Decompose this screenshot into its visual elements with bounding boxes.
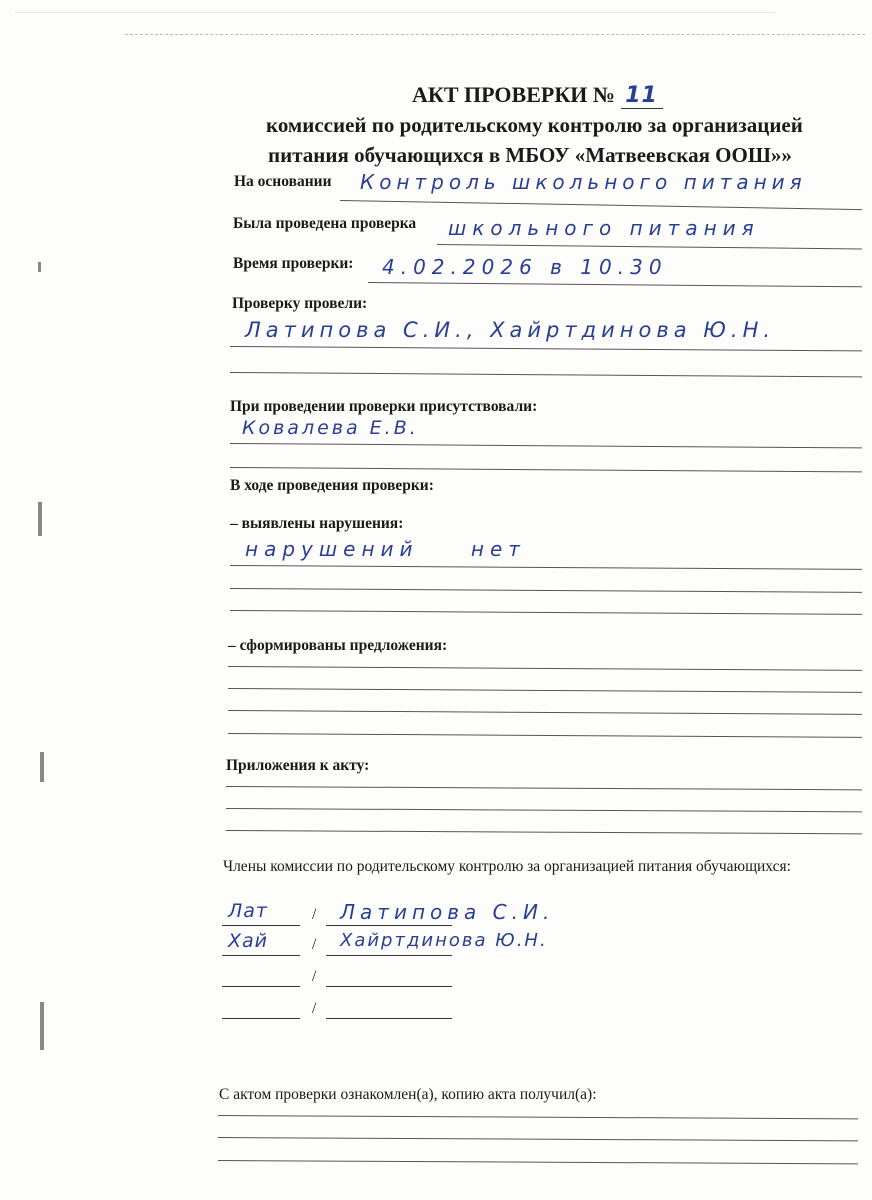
- separator: /: [312, 968, 317, 985]
- attachments-label: Приложения к акту:: [226, 757, 370, 774]
- conducted-line-2: [230, 372, 862, 377]
- time-label: Время проверки:: [233, 255, 354, 272]
- scan-mark: [38, 262, 41, 272]
- violations-line-3: [230, 610, 862, 615]
- acknowledged-label: С актом проверки ознакомлен(а), копию акта получил(а):: [219, 1086, 597, 1103]
- name-line: [326, 986, 452, 987]
- acknowledged-line-3: [218, 1160, 858, 1164]
- inspection-value: школьного питания: [448, 216, 760, 240]
- conducted-line-1: [230, 346, 862, 351]
- separator: /: [312, 1000, 317, 1017]
- proposals-line-1: [228, 666, 862, 671]
- signature-line: [222, 1018, 300, 1019]
- present-line-2: [230, 467, 862, 472]
- basis-line: [340, 200, 862, 210]
- scan-top-line: [15, 12, 775, 13]
- attachments-line-3: [226, 830, 862, 834]
- name-line: [326, 955, 452, 956]
- proposals-line-3: [228, 710, 862, 715]
- subtitle-line-1: комиссией по родительскому контролю за организацией: [266, 113, 803, 137]
- proposals-label: – сформированы предложения:: [228, 637, 448, 654]
- signature-line: [222, 925, 300, 926]
- violations-label: – выявлены нарушения:: [230, 515, 404, 532]
- scan-top-line: [125, 34, 865, 35]
- basis-label: На основании: [234, 173, 332, 190]
- attachments-line-2: [226, 808, 862, 812]
- name-line: [326, 1018, 452, 1019]
- inspection-label: Была проведена проверка: [233, 215, 417, 232]
- present-value: Ковалева Е.В.: [242, 417, 419, 439]
- conducted-value: Латипова С.И., Хайртдинова Ю.Н.: [245, 318, 776, 342]
- proposals-line-4: [228, 733, 862, 738]
- subtitle-line-2: питания обучающихся в МБОУ «Матвеевская ООШ»»: [268, 143, 792, 167]
- violations-line-1: [230, 565, 862, 570]
- scan-mark: [38, 502, 42, 536]
- acknowledged-line-2: [218, 1137, 858, 1141]
- signature-line: [222, 955, 300, 956]
- act-number: 11: [621, 83, 663, 109]
- acknowledged-line-1: [218, 1115, 858, 1119]
- basis-value: Контроль школьного питания: [360, 170, 807, 194]
- title-prefix: АКТ ПРОВЕРКИ №: [412, 82, 616, 107]
- proposals-line-2: [228, 688, 862, 693]
- separator: /: [312, 906, 317, 923]
- present-line-1: [230, 443, 862, 448]
- act-title: [412, 82, 663, 109]
- time-value: 4.02.2026 в 10.30: [382, 255, 668, 279]
- present-label: При проведении проверки присутствовали:: [230, 398, 538, 415]
- separator: /: [312, 936, 317, 953]
- violations-value: нарушений нет: [245, 537, 526, 561]
- member-name: Латипова С.И.: [340, 900, 555, 924]
- member-name: Хайртдинова Ю.Н.: [340, 930, 548, 951]
- violations-line-2: [230, 588, 862, 593]
- inspection-line: [437, 244, 862, 249]
- signature-line: [222, 986, 300, 987]
- time-line: [368, 282, 862, 287]
- during-label: В ходе проведения проверки:: [230, 477, 434, 494]
- attachments-line-1: [226, 786, 862, 790]
- scan-mark: [40, 1002, 44, 1050]
- scan-mark: [40, 752, 44, 782]
- members-heading: Члены комиссии по родительскому контролю за организацией питания обучающихся:: [223, 858, 791, 875]
- conducted-label: Проверку провели:: [232, 295, 368, 312]
- member-signature: Лат: [228, 900, 268, 922]
- member-signature: Хай: [228, 930, 269, 952]
- name-line: [326, 925, 452, 926]
